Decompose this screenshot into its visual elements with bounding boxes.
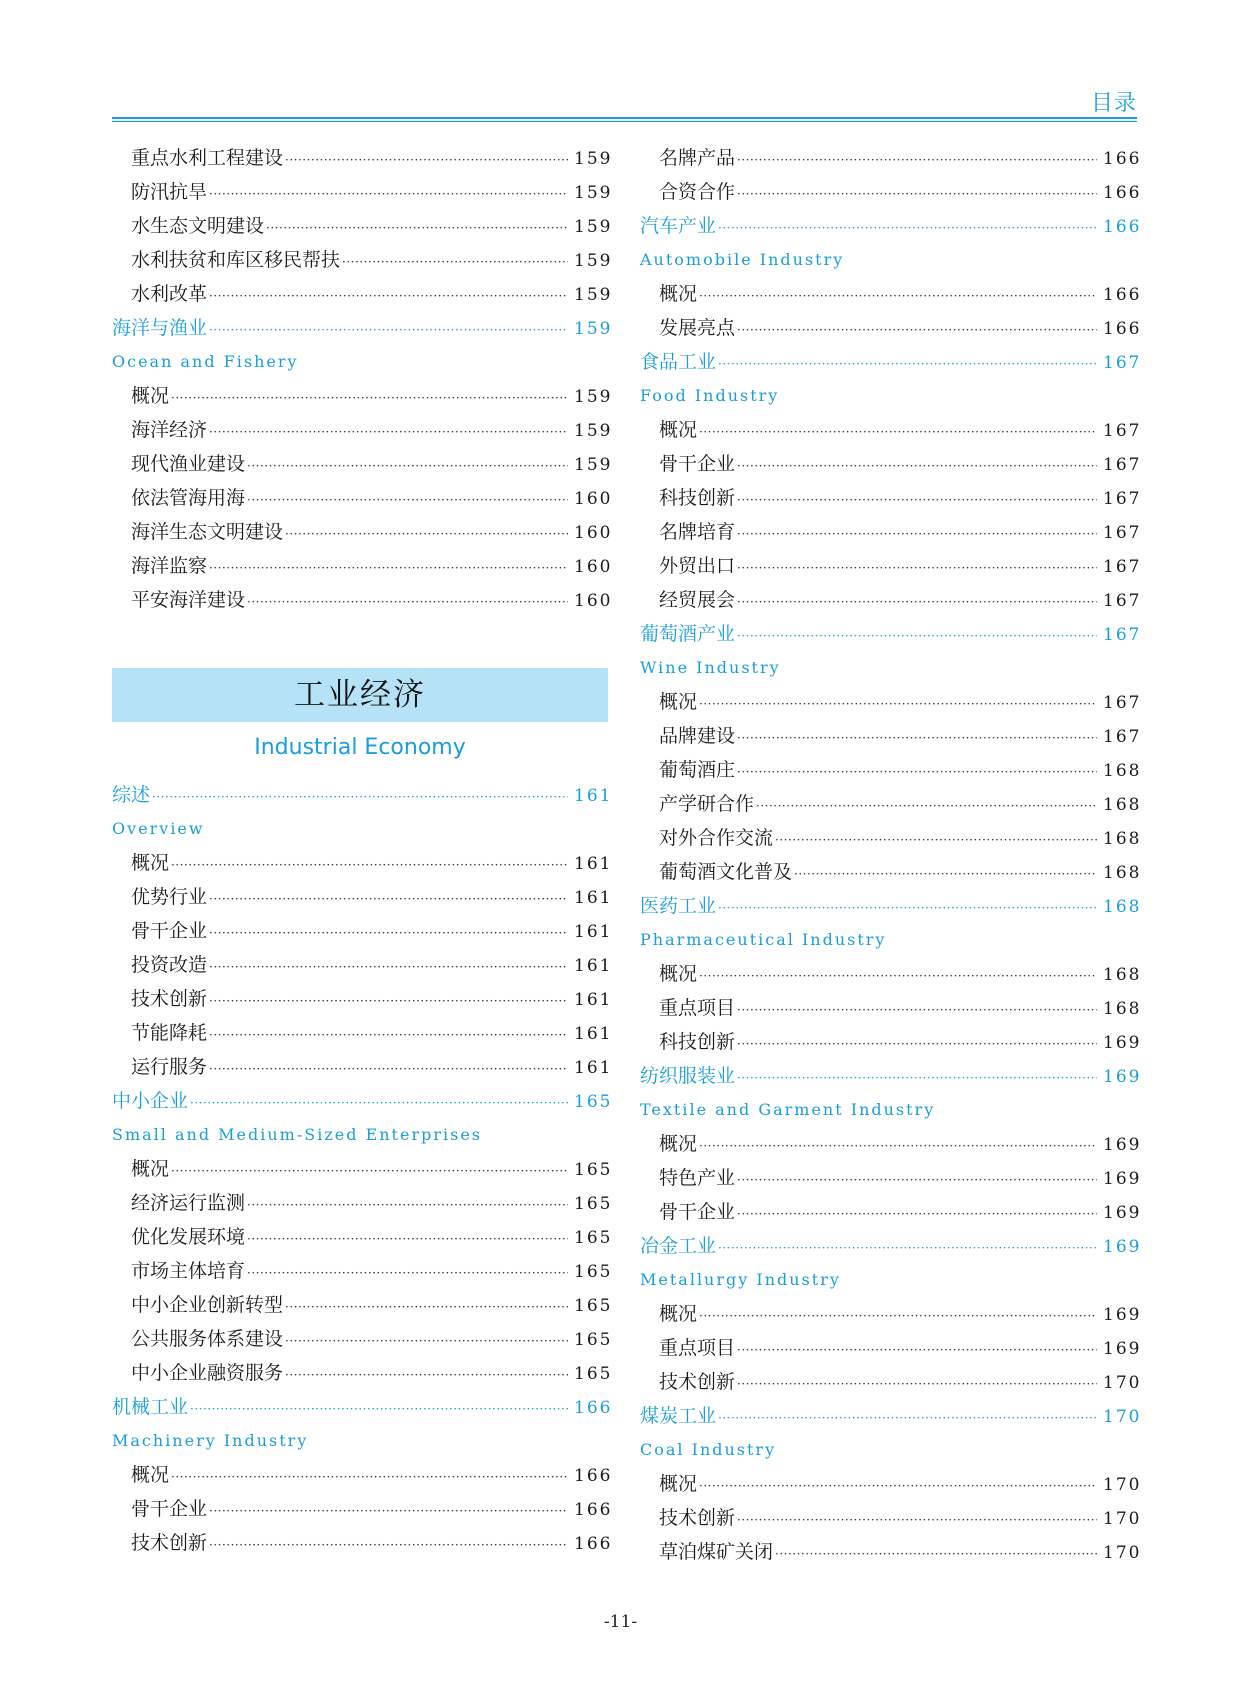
toc-right-group xyxy=(640,141,1142,1569)
toc-entry[interactable] xyxy=(640,277,1142,311)
toc-leader-dots xyxy=(737,585,1097,619)
toc-entry-title: 重点项目 xyxy=(659,1337,736,1359)
toc-entry-title: 经贸展会 xyxy=(659,589,736,611)
toc-leader-dots xyxy=(737,619,1097,653)
toc-section-entry[interactable] xyxy=(640,345,1142,379)
toc-leader-dots xyxy=(775,823,1097,857)
toc-page-number: 161 xyxy=(574,990,613,1010)
toc-entry[interactable] xyxy=(640,447,1142,481)
toc-entry[interactable] xyxy=(640,583,1142,617)
toc-leader-dots xyxy=(266,211,568,245)
toc-entry[interactable] xyxy=(640,855,1142,889)
toc-entry[interactable] xyxy=(640,549,1142,583)
toc-entry-title: 草泊煤矿关闭 xyxy=(659,1541,774,1563)
toc-leader-dots xyxy=(247,1188,568,1222)
toc-page-number: 169 xyxy=(1103,1067,1142,1087)
header-rule xyxy=(112,117,1137,119)
toc-leader-dots xyxy=(209,950,568,984)
toc-section-english-title: Machinery Industry xyxy=(112,1431,309,1450)
chapter-banner-english: Industrial Economy xyxy=(254,735,466,760)
toc-entry-title: 概况 xyxy=(131,385,170,407)
toc-entry-title: 技术创新 xyxy=(659,1507,736,1529)
toc-entry-title: 名牌培育 xyxy=(659,521,736,543)
toc-leader-dots xyxy=(247,1256,568,1290)
toc-entry-title: 品牌建设 xyxy=(659,725,736,747)
toc-leader-dots xyxy=(718,1231,1097,1265)
toc-page-number: 165 xyxy=(574,1262,613,1282)
toc-entry[interactable] xyxy=(112,243,613,277)
toc-leader-dots xyxy=(718,1401,1097,1435)
toc-page-number: 165 xyxy=(574,1296,613,1316)
toc-entry-title: 概况 xyxy=(659,1133,698,1155)
toc-entry-title: 产学研合作 xyxy=(659,793,755,815)
section-gap xyxy=(112,617,608,668)
toc-entry[interactable] xyxy=(112,1492,613,1526)
toc-entry-title: 依法管海用海 xyxy=(131,487,246,509)
toc-page-number: 169 xyxy=(1103,1135,1142,1155)
toc-page-number: 160 xyxy=(574,523,613,543)
toc-entry[interactable] xyxy=(112,141,613,175)
toc-entry-title: 平安海洋建设 xyxy=(131,589,246,611)
toc-entry[interactable] xyxy=(640,175,1142,209)
toc-entry-title: 技术创新 xyxy=(131,1532,208,1554)
toc-page-number: 167 xyxy=(1103,591,1142,611)
toc-section-entry[interactable] xyxy=(112,778,613,812)
toc-entry-title: 概况 xyxy=(659,419,698,441)
toc-page-number: 159 xyxy=(574,319,613,339)
toc-entry-title: 概况 xyxy=(659,1303,698,1325)
toc-page-number: 161 xyxy=(574,786,613,806)
toc-entry-title: 技术创新 xyxy=(131,988,208,1010)
toc-section-entry[interactable] xyxy=(640,1229,1142,1263)
toc-leader-dots xyxy=(737,551,1097,585)
toc-entry-title: 概况 xyxy=(131,852,170,874)
toc-entry[interactable] xyxy=(112,982,613,1016)
toc-page-number: 166 xyxy=(1103,183,1142,203)
toc-leader-dots xyxy=(699,1129,1097,1163)
toc-entry-title: 骨干企业 xyxy=(131,1498,208,1520)
toc-page-number: 169 xyxy=(1103,1169,1142,1189)
toc-leader-dots xyxy=(737,1197,1097,1231)
toc-left-column xyxy=(112,141,613,1560)
toc-page-number: 159 xyxy=(574,387,613,407)
toc-entry-title: 海洋监察 xyxy=(131,555,208,577)
toc-entry-title: 科技创新 xyxy=(659,487,736,509)
toc-leader-dots xyxy=(171,1154,568,1188)
toc-entry[interactable] xyxy=(112,209,613,243)
toc-page-number: 165 xyxy=(574,1228,613,1248)
toc-leader-dots xyxy=(209,1494,568,1528)
toc-page-number: 168 xyxy=(1103,863,1142,883)
toc-leader-dots xyxy=(209,1528,568,1562)
toc-leader-dots xyxy=(737,993,1097,1027)
toc-entry[interactable] xyxy=(640,1467,1142,1501)
toc-page-number: 169 xyxy=(1103,1237,1142,1257)
toc-entry-title: 投资改造 xyxy=(131,954,208,976)
toc-leader-dots xyxy=(718,891,1097,925)
toc-page-number: 159 xyxy=(574,251,613,271)
toc-leader-dots xyxy=(737,483,1097,517)
toc-section-english-title: Small and Medium-Sized Enterprises xyxy=(112,1125,482,1144)
toc-leader-dots xyxy=(152,780,568,814)
toc-entry[interactable] xyxy=(640,1161,1142,1195)
toc-leader-dots xyxy=(699,1469,1097,1503)
toc-entry-title: 冶金工业 xyxy=(640,1235,717,1257)
toc-entry[interactable] xyxy=(640,413,1142,447)
toc-page-number: 168 xyxy=(1103,999,1142,1019)
toc-page-number: 161 xyxy=(574,888,613,908)
toc-entry[interactable] xyxy=(640,1195,1142,1229)
toc-page-number: 167 xyxy=(1103,353,1142,373)
toc-entry[interactable] xyxy=(112,1288,613,1322)
toc-entry[interactable] xyxy=(112,1050,613,1084)
toc-entry[interactable] xyxy=(112,1322,613,1356)
toc-leader-dots xyxy=(209,313,568,347)
toc-entry[interactable] xyxy=(112,1526,613,1560)
toc-leader-dots xyxy=(756,789,1097,823)
toc-page-number: 170 xyxy=(1103,1475,1142,1495)
toc-entry[interactable] xyxy=(112,175,613,209)
toc-entry-title: 海洋生态文明建设 xyxy=(131,521,284,543)
toc-section-english-title: Food Industry xyxy=(640,386,780,405)
toc-entry[interactable] xyxy=(112,1458,613,1492)
toc-right-column xyxy=(640,141,1142,1569)
toc-page-number: 165 xyxy=(574,1160,613,1180)
toc-page-number: 166 xyxy=(1103,319,1142,339)
toc-leader-dots xyxy=(794,857,1097,891)
toc-entry-title: 汽车产业 xyxy=(640,215,717,237)
toc-entry[interactable] xyxy=(640,821,1142,855)
toc-entry[interactable] xyxy=(640,753,1142,787)
toc-page-number: 161 xyxy=(574,1024,613,1044)
toc-section-entry[interactable] xyxy=(640,209,1142,243)
toc-entry[interactable] xyxy=(112,413,613,447)
toc-page-number: 161 xyxy=(574,854,613,874)
toc-page-number: 167 xyxy=(1103,421,1142,441)
toc-leader-dots xyxy=(247,1222,568,1256)
toc-leader-dots xyxy=(737,449,1097,483)
toc-page-number: 167 xyxy=(1103,489,1142,509)
toc-entry[interactable] xyxy=(640,787,1142,821)
toc-page-number: 169 xyxy=(1103,1305,1142,1325)
toc-entry-title: 发展亮点 xyxy=(659,317,736,339)
toc-leader-dots xyxy=(209,882,568,916)
toc-entry-title: 概况 xyxy=(131,1158,170,1180)
toc-entry-title: 综述 xyxy=(112,784,151,806)
toc-section-entry[interactable] xyxy=(112,1084,613,1118)
toc-entry[interactable] xyxy=(112,880,613,914)
toc-leader-dots xyxy=(699,959,1097,993)
toc-leader-dots xyxy=(737,1503,1097,1537)
toc-leader-dots xyxy=(247,483,568,517)
toc-page-number: 167 xyxy=(1103,727,1142,747)
toc-entry[interactable] xyxy=(112,515,613,549)
toc-page-number: 160 xyxy=(574,557,613,577)
toc-leader-dots xyxy=(209,1018,568,1052)
toc-entry[interactable] xyxy=(640,1535,1142,1569)
toc-section-english-title: Overview xyxy=(112,819,205,838)
toc-page-number: 166 xyxy=(1103,217,1142,237)
toc-entry-title: 葡萄酒文化普及 xyxy=(659,861,793,883)
toc-leader-dots xyxy=(737,721,1097,755)
toc-entry-title: 现代渔业建设 xyxy=(131,453,246,475)
toc-section-english-title: Metallurgy Industry xyxy=(640,1270,841,1289)
toc-entry-title: 重点水利工程建设 xyxy=(131,147,284,169)
toc-leader-dots xyxy=(737,313,1097,347)
toc-entry-title: 运行服务 xyxy=(131,1056,208,1078)
toc-leader-dots xyxy=(699,1299,1097,1333)
toc-leader-dots xyxy=(209,415,568,449)
toc-leader-dots xyxy=(737,177,1097,211)
toc-section-entry[interactable] xyxy=(640,1399,1142,1433)
toc-leader-dots xyxy=(209,984,568,1018)
toc-entry[interactable] xyxy=(112,1254,613,1288)
toc-entry-title: 防汛抗旱 xyxy=(131,181,208,203)
toc-entry-title: 机械工业 xyxy=(112,1396,189,1418)
toc-page-number: 159 xyxy=(574,285,613,305)
toc-entry-title: 食品工业 xyxy=(640,351,717,373)
toc-entry[interactable] xyxy=(640,1331,1142,1365)
toc-entry-title: 中小企业 xyxy=(112,1090,189,1112)
toc-leader-dots xyxy=(285,1358,568,1392)
toc-entry-title: 中小企业融资服务 xyxy=(131,1362,284,1384)
toc-entry-title: 概况 xyxy=(131,1464,170,1486)
toc-leader-dots xyxy=(247,449,568,483)
page-number: -11- xyxy=(603,1612,638,1632)
toc-page-number: 169 xyxy=(1103,1203,1142,1223)
toc-page-number: 159 xyxy=(574,183,613,203)
toc-entry-title: 水生态文明建设 xyxy=(131,215,265,237)
toc-entry[interactable] xyxy=(640,515,1142,549)
toc-leader-dots xyxy=(699,415,1097,449)
toc-page-number: 168 xyxy=(1103,795,1142,815)
toc-page-number: 166 xyxy=(574,1534,613,1554)
toc-leader-dots xyxy=(699,687,1097,721)
toc-entry[interactable] xyxy=(640,991,1142,1025)
toc-entry[interactable] xyxy=(112,277,613,311)
toc-left-group-1 xyxy=(112,141,613,617)
toc-entry-title: 合资合作 xyxy=(659,181,736,203)
toc-entry[interactable] xyxy=(112,914,613,948)
toc-entry-title: 海洋与渔业 xyxy=(112,317,208,339)
toc-page-number: 159 xyxy=(574,421,613,441)
toc-entry-title: 概况 xyxy=(659,1473,698,1495)
toc-entry-title: 葡萄酒庄 xyxy=(659,759,736,781)
toc-page-number: 160 xyxy=(574,591,613,611)
toc-leader-dots xyxy=(737,143,1097,177)
toc-page-number: 167 xyxy=(1103,693,1142,713)
toc-entry-title: 公共服务体系建设 xyxy=(131,1328,284,1350)
toc-entry[interactable] xyxy=(112,1356,613,1390)
toc-section-english-title: Pharmaceutical Industry xyxy=(640,930,887,949)
toc-entry-title: 煤炭工业 xyxy=(640,1405,717,1427)
toc-page-number: 169 xyxy=(1103,1339,1142,1359)
toc-entry[interactable] xyxy=(640,481,1142,515)
toc-page-number: 166 xyxy=(1103,149,1142,169)
toc-leader-dots xyxy=(209,551,568,585)
toc-entry-title: 特色产业 xyxy=(659,1167,736,1189)
toc-entry[interactable] xyxy=(640,141,1142,175)
toc-leader-dots xyxy=(209,1052,568,1086)
toc-leader-dots xyxy=(247,585,568,619)
toc-page-number: 165 xyxy=(574,1364,613,1384)
toc-entry[interactable] xyxy=(640,1501,1142,1535)
toc-leader-dots xyxy=(190,1392,568,1426)
toc-leader-dots xyxy=(285,517,568,551)
toc-leader-dots xyxy=(737,1061,1097,1095)
toc-entry-title: 骨干企业 xyxy=(659,1201,736,1223)
toc-section-english-title: Automobile Industry xyxy=(640,250,845,269)
toc-entry-title: 纺织服装业 xyxy=(640,1065,736,1087)
toc-section-entry[interactable] xyxy=(112,1390,613,1424)
toc-entry[interactable] xyxy=(640,685,1142,719)
toc-entry-title: 概况 xyxy=(659,691,698,713)
toc-leader-dots xyxy=(285,143,568,177)
toc-leader-dots xyxy=(171,848,568,882)
toc-page-number: 170 xyxy=(1103,1407,1142,1427)
toc-entry[interactable] xyxy=(112,379,613,413)
toc-section-english-title: Coal Industry xyxy=(640,1440,777,1459)
toc-entry-title: 中小企业创新转型 xyxy=(131,1294,284,1316)
toc-leader-dots xyxy=(190,1086,568,1120)
toc-page-number: 161 xyxy=(574,922,613,942)
toc-section-english-title: Wine Industry xyxy=(640,658,781,677)
toc-entry-title: 骨干企业 xyxy=(659,453,736,475)
toc-page-number: 168 xyxy=(1103,761,1142,781)
toc-page-number: 161 xyxy=(574,956,613,976)
toc-entry[interactable] xyxy=(112,481,613,515)
toc-entry-title: 海洋经济 xyxy=(131,419,208,441)
toc-page-number: 168 xyxy=(1103,897,1142,917)
toc-entry[interactable] xyxy=(112,846,613,880)
toc-entry[interactable] xyxy=(640,1127,1142,1161)
header-title: 目录 xyxy=(1090,91,1137,116)
toc-page-number: 170 xyxy=(1103,1373,1142,1393)
toc-section-english-title: Ocean and Fishery xyxy=(112,352,299,371)
toc-entry-title: 科技创新 xyxy=(659,1031,736,1053)
toc-entry-title: 水利改革 xyxy=(131,283,208,305)
toc-leader-dots xyxy=(737,1367,1097,1401)
toc-entry-title: 骨干企业 xyxy=(131,920,208,942)
toc-page-number: 166 xyxy=(574,1500,613,1520)
toc-page-number: 169 xyxy=(1103,1033,1142,1053)
toc-section-entry[interactable] xyxy=(640,889,1142,923)
toc-page-number: 165 xyxy=(574,1330,613,1350)
toc-page-number: 165 xyxy=(574,1194,613,1214)
toc-entry-title: 概况 xyxy=(659,963,698,985)
toc-page-number: 160 xyxy=(574,489,613,509)
toc-entry-title: 水利扶贫和库区移民帮扶 xyxy=(131,249,341,271)
toc-entry[interactable] xyxy=(640,1025,1142,1059)
toc-section-english-title: Textile and Garment Industry xyxy=(640,1100,936,1119)
toc-entry[interactable] xyxy=(112,948,613,982)
toc-page-number: 168 xyxy=(1103,965,1142,985)
toc-leader-dots xyxy=(737,1333,1097,1367)
toc-left-group-2 xyxy=(112,778,613,1560)
toc-page-number: 159 xyxy=(574,217,613,237)
toc-entry-title: 节能降耗 xyxy=(131,1022,208,1044)
toc-leader-dots xyxy=(737,1027,1097,1061)
toc-entry-title: 重点项目 xyxy=(659,997,736,1019)
toc-page-number: 170 xyxy=(1103,1509,1142,1529)
toc-page-number: 167 xyxy=(1103,523,1142,543)
toc-leader-dots xyxy=(285,1290,568,1324)
toc-page-number: 166 xyxy=(1103,285,1142,305)
toc-entry[interactable] xyxy=(112,1220,613,1254)
toc-entry[interactable] xyxy=(640,1297,1142,1331)
toc-entry[interactable] xyxy=(112,583,613,617)
toc-entry-title: 葡萄酒产业 xyxy=(640,623,736,645)
toc-entry-title: 外贸出口 xyxy=(659,555,736,577)
toc-page-number: 166 xyxy=(574,1398,613,1418)
header-rule-thin xyxy=(112,121,1137,122)
toc-leader-dots xyxy=(737,1163,1097,1197)
toc-leader-dots xyxy=(718,211,1097,245)
toc-page-number: 159 xyxy=(574,149,613,169)
toc-leader-dots xyxy=(342,245,568,279)
toc-entry-title: 经济运行监测 xyxy=(131,1192,246,1214)
toc-entry[interactable] xyxy=(112,1152,613,1186)
toc-leader-dots xyxy=(737,517,1097,551)
chapter-banner: 工业经济 xyxy=(112,668,608,722)
toc-entry[interactable] xyxy=(640,1365,1142,1399)
toc-entry[interactable] xyxy=(640,719,1142,753)
toc-section-entry[interactable] xyxy=(112,311,613,345)
toc-entry-title: 名牌产品 xyxy=(659,147,736,169)
toc-section-entry[interactable] xyxy=(640,1059,1142,1093)
toc-page-number: 166 xyxy=(574,1466,613,1486)
toc-entry[interactable] xyxy=(640,311,1142,345)
toc-page-number: 167 xyxy=(1103,455,1142,475)
toc-leader-dots xyxy=(171,1460,568,1494)
toc-entry[interactable] xyxy=(640,957,1142,991)
toc-entry[interactable] xyxy=(112,447,613,481)
toc-leader-dots xyxy=(209,279,568,313)
toc-leader-dots xyxy=(209,916,568,950)
toc-entry[interactable] xyxy=(112,549,613,583)
toc-entry-title: 对外合作交流 xyxy=(659,827,774,849)
toc-page-number: 170 xyxy=(1103,1543,1142,1563)
toc-page-number: 165 xyxy=(574,1092,613,1112)
toc-page-number: 159 xyxy=(574,455,613,475)
toc-leader-dots xyxy=(718,347,1097,381)
toc-page-number: 167 xyxy=(1103,557,1142,577)
toc-leader-dots xyxy=(737,755,1097,789)
toc-page-number: 168 xyxy=(1103,829,1142,849)
toc-entry-title: 优势行业 xyxy=(131,886,208,908)
toc-entry[interactable] xyxy=(112,1016,613,1050)
toc-page-number: 167 xyxy=(1103,625,1142,645)
toc-leader-dots xyxy=(775,1537,1097,1571)
toc-entry[interactable] xyxy=(112,1186,613,1220)
toc-entry-title: 优化发展环境 xyxy=(131,1226,246,1248)
toc-entry-title: 概况 xyxy=(659,283,698,305)
toc-leader-dots xyxy=(699,279,1097,313)
toc-section-entry[interactable] xyxy=(640,617,1142,651)
toc-leader-dots xyxy=(171,381,568,415)
toc-page-number: 161 xyxy=(574,1058,613,1078)
toc-entry-title: 医药工业 xyxy=(640,895,717,917)
toc-leader-dots xyxy=(285,1324,568,1358)
toc-entry-title: 技术创新 xyxy=(659,1371,736,1393)
toc-leader-dots xyxy=(209,177,568,211)
toc-entry-title: 市场主体培育 xyxy=(131,1260,246,1282)
